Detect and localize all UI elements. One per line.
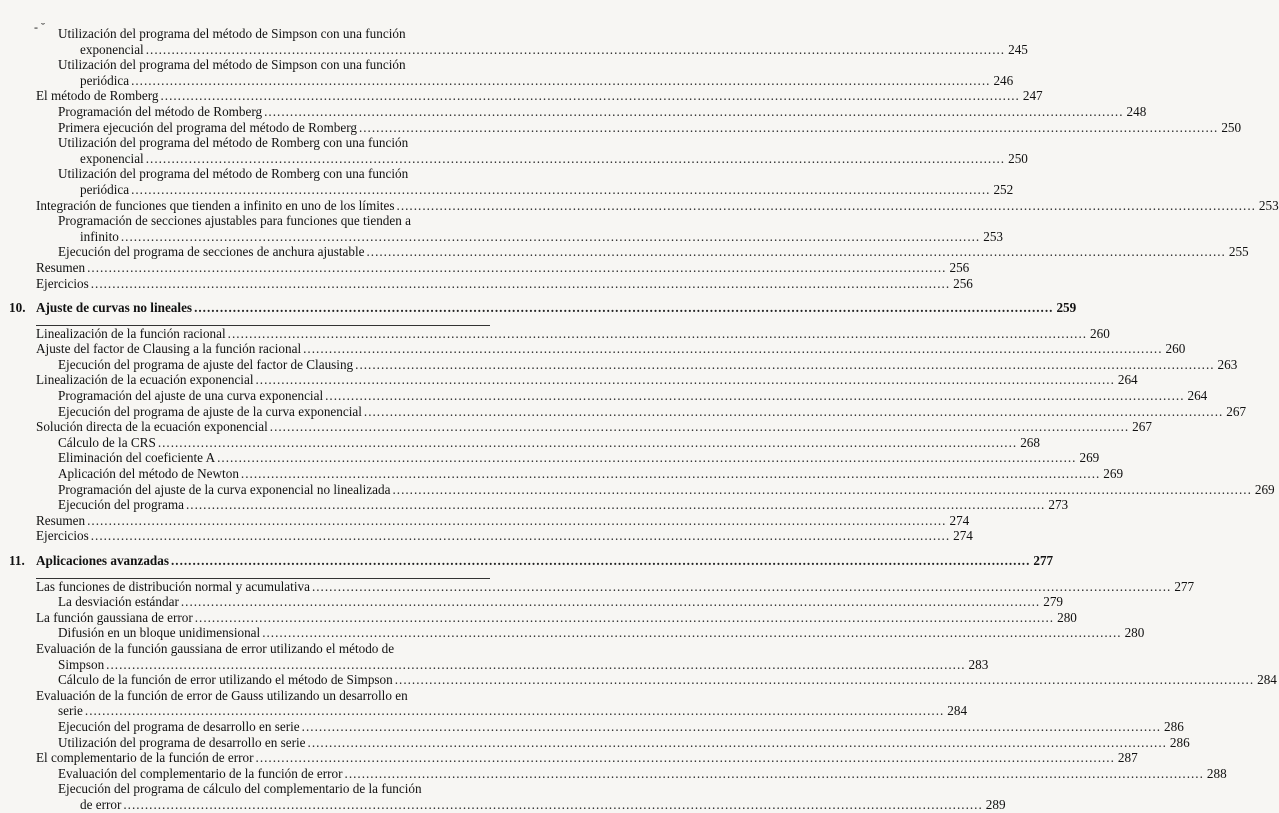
entry-title: infinito [80,228,119,244]
page-number: 264 [1187,388,1208,404]
page-number: 246 [993,72,1014,88]
entry-title: Ejecución del programa de ajuste de la curva exponencial [58,403,362,419]
page-number: 286 [1169,734,1190,750]
page-number: 287 [1117,750,1138,766]
entry-title: La desviación estándar [58,594,179,610]
page-number: 269 [1254,481,1275,497]
toc-entry [0,434,1040,451]
entry-line [0,578,1195,595]
leader-dots: ........................................................................................................................................................................................................ [269,419,1130,435]
leader-dots: ........................................................................................................................................................................................................ [87,259,947,275]
toc-entry [0,275,973,292]
page-number: 252 [993,181,1014,197]
leader-dots: ........................................................................................................................................................................................................ [262,625,1122,641]
page-number: 268 [1020,434,1040,450]
toc-entry [0,750,1138,766]
entry-line [0,88,1043,104]
page-number: 255 [1228,244,1249,260]
entry-line [0,166,520,182]
page-number: 245 [1008,41,1028,57]
entry-title: Eliminación del coeficiente A [58,450,216,466]
entry-line [0,419,1152,435]
page-number: 250 [1221,119,1242,135]
entry-line [0,300,1077,316]
chapter-entry [0,300,1077,316]
leader-dots: ........................................................................................................................................................................................................ [84,703,945,719]
entry-title: Cálculo de la CRS [58,434,156,450]
entry-title: Cálculo de la función de error utilizando el método de Simpson [58,672,393,688]
toc-entry [0,640,989,672]
toc-entry [0,57,1014,88]
entry-title: Linealización de la ecuación exponencial [36,372,254,388]
toc-entry [0,356,1238,373]
leader-dots: ........................................................................................................................................................................................................ [87,512,947,528]
toc-entry [0,512,970,529]
leader-dots: ........................................................................................................................................................................................................ [344,765,1204,781]
entry-line [0,672,1277,688]
toc-entry [0,166,1014,197]
entry-line [0,466,1124,482]
entry-title: Difusión en un bloque unidimensional [58,625,261,641]
toc-entry [0,419,1152,435]
entry-title: Ejercicios [36,528,89,544]
entry-line [0,796,1006,813]
toc-entry [0,388,1208,404]
leader-dots: ........................................................................................................................................................................................................ [355,356,1215,372]
entry-title: Aplicación del método de Newton [58,466,239,482]
page-number: 256 [953,275,973,291]
page-number: 260 [1165,341,1186,357]
page-number: 288 [1206,765,1227,781]
entry-title: Ejecución del programa de secciones de anchura ajustable [58,244,365,260]
page-number: 253 [983,228,1003,244]
toc-entry [0,497,1069,513]
entry-line [0,119,1242,136]
entry-line [0,275,973,292]
entry-title: Primera ejecución del programa del método de Romberg [58,119,357,135]
entry-title: exponencial [80,150,144,166]
leader-dots: ........................................................................................................................................................................................................ [194,609,1055,625]
entry-title: Evaluación del complementario de la función de error [58,765,343,781]
toc-entry [0,213,1003,244]
entry-title: Utilización del programa de desarrollo en serie [58,734,306,750]
page-number: 269 [1103,466,1124,482]
entry-line [0,512,970,529]
entry-title: Ejercicios [36,275,89,291]
leader-dots: ........................................................................................................................................................................................................ [217,450,1077,466]
entry-line [0,609,1077,626]
entry-line [0,734,1190,751]
entry-line [0,213,520,229]
entry-line [0,718,1184,735]
entry-title: Solución directa de la ecuación exponencial [36,419,268,435]
entry-line [0,528,973,544]
entry-line [0,656,989,673]
page-number: 284 [947,703,968,719]
chapter-number: 11. [9,553,25,568]
page-number: 289 [985,796,1006,812]
entry-title: serie [58,703,83,719]
leader-dots: ........................................................................................................................................................................................................ [180,594,1041,610]
toc-entry [0,781,1006,812]
entry-title: Resumen [36,259,86,275]
entry-line [0,781,520,797]
entry-title: Ajuste de curvas no lineales [36,300,193,316]
entry-title: Programación del ajuste de la curva exponencial no linealizada [58,481,391,497]
toc-entry [0,481,1275,498]
toc-entry [0,718,1184,735]
page-number: 277 [1174,578,1195,594]
leader-dots: ........................................................................................................................................................................................................ [366,244,1226,260]
leader-dots: ........................................................................................................................................................................................................ [392,481,1252,497]
entry-line [0,341,1186,357]
entry-line [0,641,520,657]
leader-dots: ........................................................................................................................................................................................................ [90,528,951,544]
leader-dots: ........................................................................................................................................................................................................ [131,72,991,88]
entry-title: Ejecución del programa de desarrollo en serie [58,718,300,734]
entry-title: periódica [80,181,130,197]
toc-entry [0,325,1110,342]
toc-entry [0,403,1247,420]
entry-line [0,150,1028,167]
leader-dots: ........................................................................................................................................................................................................ [358,119,1219,135]
leader-dots: ........................................................................................................................................................................................................ [145,150,1006,166]
leader-dots: ........................................................................................................................................................................................................ [145,41,1006,57]
leader-dots: ........................................................................................................................................................................................................ [264,103,1124,119]
leader-dots: ........................................................................................................................................................................................................ [106,656,966,672]
leader-dots: ........................................................................................................................................................................................................ [394,672,1255,688]
page-number: 274 [949,512,970,528]
entry-title: Integración de funciones que tienden a infinito en uno de los límites [36,197,395,213]
entry-line [0,26,520,42]
entry-line [0,228,1003,245]
toc-entry [0,135,1028,166]
page-number: 248 [1126,103,1147,119]
leader-dots: ........................................................................................................................................................................................................ [301,718,1162,734]
leader-dots: ........................................................................................................................................................................................................ [396,197,1256,213]
leader-dots: ........................................................................................................................................................................................................ [307,734,1167,750]
page-number: 280 [1057,609,1077,625]
toc-entry [0,341,1186,357]
entry-line [0,625,1145,641]
entry-line [0,403,1247,420]
entry-line [0,553,1054,569]
toc-entry [0,103,1147,120]
entry-title: La función gaussiana de error [36,609,193,625]
leader-dots: ........................................................................................................................................................................................................ [131,181,991,197]
entry-title: periódica [80,72,130,88]
entry-title: Utilización del programa del método de Romberg con una función [58,166,409,182]
entry-line [0,57,520,73]
toc-entry [0,594,1063,610]
page-number: 260 [1090,325,1110,341]
leader-dots: ........................................................................................................................................................................................................ [240,466,1101,482]
entry-title: Aplicaciones avanzadas [36,553,169,568]
page-number: 279 [1043,594,1063,610]
leader-dots: ........................................................................................................................................................................................................ [185,497,1046,513]
entry-line [0,244,1249,260]
page-number: 269 [1079,450,1100,466]
entry-title: Utilización del programa del método de Romberg con una función [58,135,409,151]
entry-line [0,750,1138,766]
leader-dots: ........................................................................................................................................................................................................ [157,434,1018,450]
toc-entry [0,609,1077,626]
page-number: 274 [953,528,973,544]
entry-line [0,765,1227,782]
page-number: 273 [1048,497,1069,513]
toc-entry [0,528,973,544]
entry-title: exponencial [80,41,144,57]
page-number: 250 [1008,150,1028,166]
entry-title: Simpson [58,656,105,672]
toc-entry [0,734,1190,751]
entry-line [0,434,1040,451]
page-number: 280 [1124,625,1145,641]
entry-line [0,703,968,719]
entry-line [0,594,1063,610]
leader-dots: ........................................................................................................................................................................................................ [227,325,1088,341]
page-number: 259 [1056,300,1077,316]
entry-title: de error [80,796,122,812]
toc-entry [0,26,1028,57]
table-of-contents [0,26,1279,813]
leader-dots: ........................................................................................................................................................................................................ [123,796,983,812]
toc-entry [0,119,1242,136]
entry-title: Resumen [36,512,86,528]
entry-title: Evaluación de la función de error de Gauss utilizando un desarrollo en [36,687,408,703]
toc-entry [0,687,968,719]
entry-title: Programación de secciones ajustables para funciones que tienden a [58,213,411,229]
leader-dots: ........................................................................................................................................................................................................ [255,372,1115,388]
entry-line [0,481,1275,498]
toc-entry [0,578,1195,595]
entry-title: Ajuste del factor de Clausing a la función racional [36,341,302,357]
entry-title: Programación del método de Romberg [58,103,263,119]
leader-dots: ........................................................................................................................................................................................................ [90,275,951,291]
entry-line [0,450,1100,466]
leader-dots: ........................................................................................................................................................................................................ [325,388,1185,404]
toc-entry [0,466,1124,482]
toc-entry [0,625,1145,641]
entry-line [0,41,1028,58]
entry-line [0,325,1110,342]
entry-title: Programación del ajuste de una curva exponencial [58,388,324,404]
entry-title: El método de Romberg [36,88,159,104]
entry-title: Ejecución del programa [58,497,184,513]
page-number: 264 [1117,372,1138,388]
entry-line [0,388,1208,404]
scan-mark: - ˘ [34,20,45,34]
toc-entry [0,197,1279,214]
leader-dots: ........................................................................................................................................................................................................ [311,578,1172,594]
entry-line [0,688,520,704]
leader-dots: ........................................................................................................................................................................................................ [194,300,1054,316]
entry-title: Ejecución del programa de cálculo del complementario de la función [58,781,422,797]
entry-title: Ejecución del programa de ajuste del factor de Clausing [58,356,354,372]
page-number: 284 [1257,672,1277,688]
leader-dots: ........................................................................................................................................................................................................ [160,88,1020,104]
page-number: 256 [949,259,970,275]
entry-title: Utilización del programa del método de Simpson con una función [58,57,406,73]
page-number: 267 [1132,419,1152,435]
entry-line [0,197,1279,214]
entry-title: Utilización del programa del método de Simpson con una función [58,26,406,41]
entry-title: Evaluación de la función gaussiana de error utilizando el método de [36,640,395,656]
toc-entry [0,765,1227,782]
leader-dots: ........................................................................................................................................................................................................ [120,228,981,244]
page-number: 267 [1226,403,1247,419]
entry-line [0,72,1014,89]
entry-title: Linealización de la función racional [36,325,226,341]
leader-dots: ........................................................................................................................................................................................................ [363,403,1224,419]
entry-line [0,372,1138,388]
page-number: 253 [1258,197,1279,213]
entry-line [0,181,1014,198]
toc-entry [0,88,1043,104]
entry-line [0,103,1147,120]
entry-title: El complementario de la función de error [36,750,254,766]
page-number: 263 [1217,356,1238,372]
chapter-number: 10. [9,300,26,316]
entry-title: Las funciones de distribución normal y acumulativa [36,578,310,594]
page-number: 247 [1022,88,1043,104]
leader-dots: ........................................................................................................................................................................................................ [303,341,1163,357]
entry-line [0,497,1069,513]
toc-entry [0,259,970,276]
page-number: 277 [1033,553,1054,568]
chapter-entry [0,553,1054,569]
toc-entry [0,244,1249,260]
page-number: 283 [968,656,989,672]
entry-line [0,356,1238,373]
toc-entry [0,672,1277,688]
toc-entry [0,450,1100,466]
toc-entry [0,372,1138,388]
entry-line [0,135,520,151]
leader-dots: ........................................................................................................................................................................................................ [170,553,1031,568]
entry-line [0,259,970,276]
page-number: 286 [1164,718,1184,734]
leader-dots: ........................................................................................................................................................................................................ [255,750,1115,766]
